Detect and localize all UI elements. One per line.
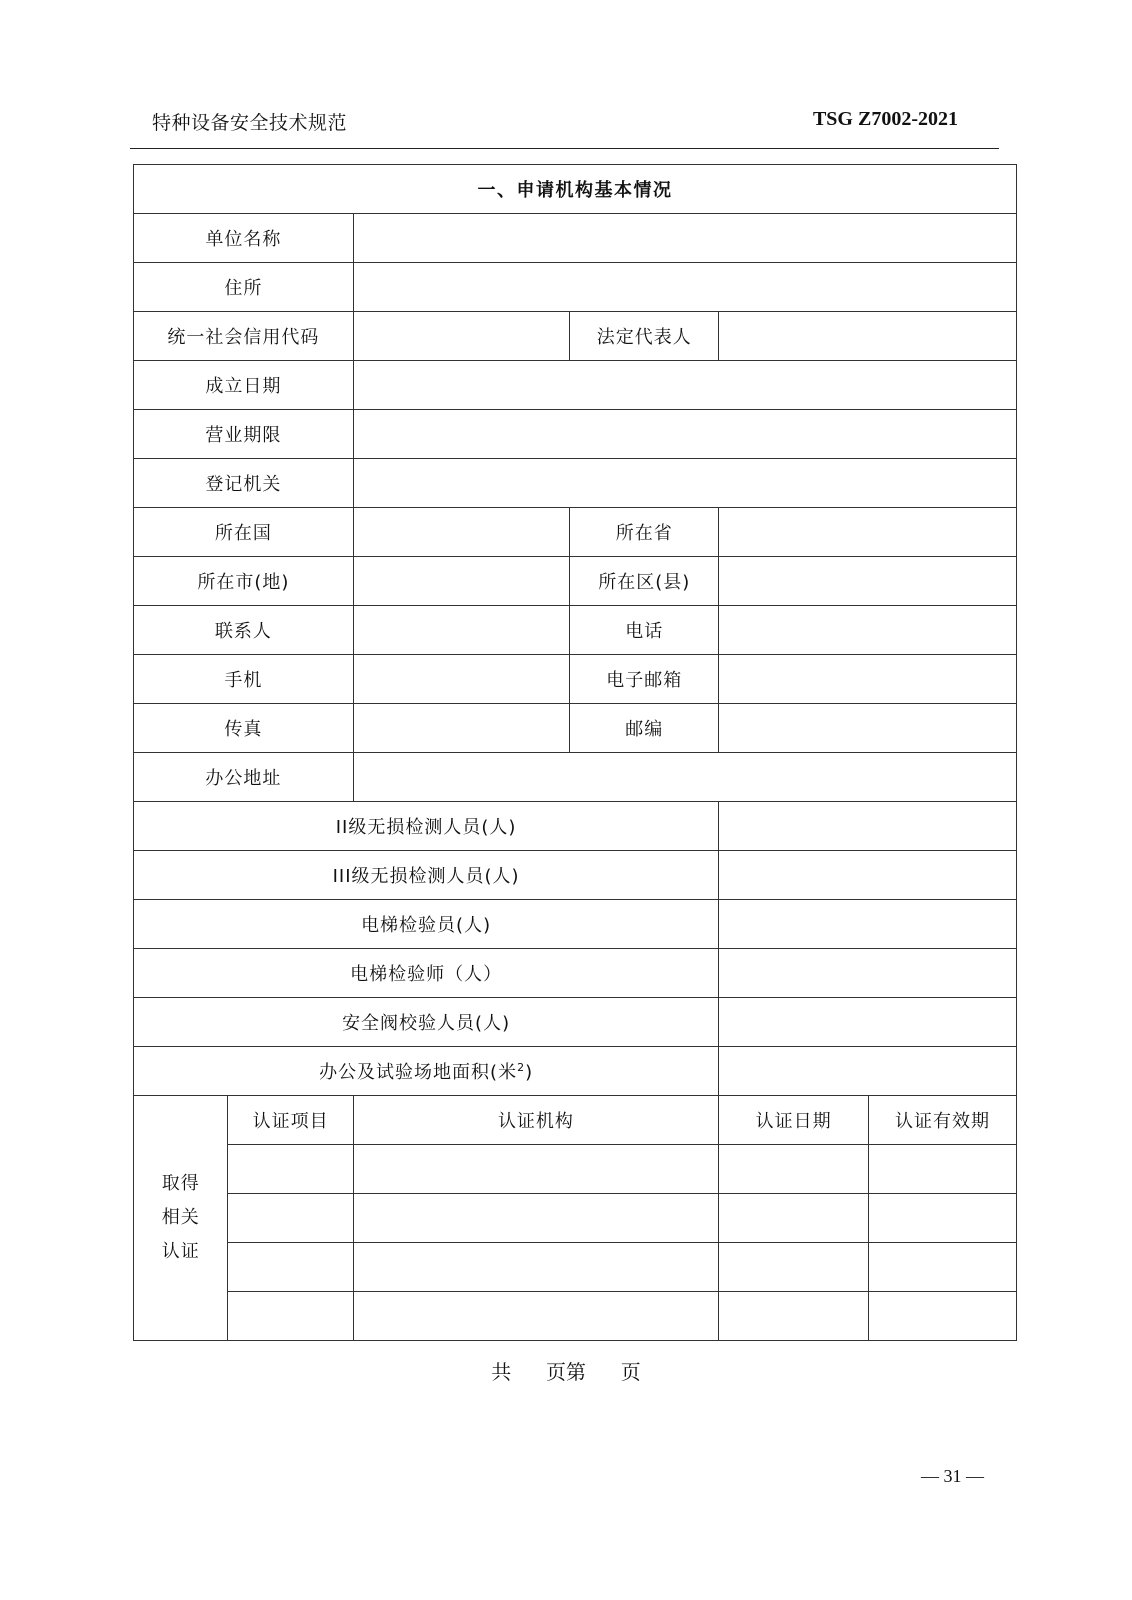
country-field[interactable]: [353, 508, 570, 557]
address-field[interactable]: [353, 263, 1016, 312]
ndt-level2-staff-field[interactable]: [719, 802, 1017, 851]
page-count-line: [0, 1356, 1132, 1385]
page-count-current: 页: [620, 1360, 641, 1384]
table-row: [134, 704, 1017, 753]
table-row: [134, 410, 1017, 459]
application-form-table: [133, 164, 1017, 1341]
cert-org-cell[interactable]: [353, 1243, 718, 1292]
cert-row: [134, 1145, 1017, 1194]
table-row: [134, 459, 1017, 508]
table-row: [134, 998, 1017, 1047]
table-row: [134, 263, 1017, 312]
office-address-label: 办公地址: [134, 753, 354, 802]
table-row: [134, 900, 1017, 949]
cert-org-cell[interactable]: [353, 1145, 718, 1194]
cert-validity-cell[interactable]: [869, 1145, 1017, 1194]
business-term-label: 营业期限: [134, 410, 354, 459]
credit-code-label: 统一社会信用代码: [134, 312, 354, 361]
mobile-label: 手机: [134, 655, 354, 704]
table-row: [134, 802, 1017, 851]
business-term-field[interactable]: [353, 410, 1016, 459]
form-title: 一、申请机构基本情况: [134, 165, 1017, 214]
fax-field[interactable]: [353, 704, 570, 753]
cert-side-label: [134, 1096, 228, 1341]
cert-col-date: 认证日期: [719, 1096, 869, 1145]
phone-field[interactable]: [719, 606, 1017, 655]
cert-row: [134, 1292, 1017, 1341]
est-date-label: 成立日期: [134, 361, 354, 410]
email-field[interactable]: [719, 655, 1017, 704]
office-address-field[interactable]: [353, 753, 1016, 802]
cert-date-cell[interactable]: [719, 1292, 869, 1341]
valve-staff-field[interactable]: [719, 998, 1017, 1047]
header-spec-title: 特种设备安全技术规范: [152, 112, 348, 134]
cert-validity-cell[interactable]: [869, 1194, 1017, 1243]
province-label: 所在省: [570, 508, 719, 557]
table-row: [134, 949, 1017, 998]
elevator-inspector-label: 电梯检验员(人): [134, 900, 719, 949]
country-label: 所在国: [134, 508, 354, 557]
cert-item-cell[interactable]: [228, 1243, 353, 1292]
legal-rep-field[interactable]: [719, 312, 1017, 361]
cert-row: [134, 1194, 1017, 1243]
ndt-level3-staff-field[interactable]: [719, 851, 1017, 900]
fax-label: 传真: [134, 704, 354, 753]
table-row: [134, 508, 1017, 557]
table-row: [134, 851, 1017, 900]
credit-code-field[interactable]: [353, 312, 570, 361]
elevator-inspector-field[interactable]: [719, 900, 1017, 949]
table-row: [134, 606, 1017, 655]
valve-staff-label: 安全阀校验人员(人): [134, 998, 719, 1047]
postcode-field[interactable]: [719, 704, 1017, 753]
elevator-engineer-label: 电梯检验师（人）: [134, 949, 719, 998]
table-row: [134, 753, 1017, 802]
form-title-row: [134, 165, 1017, 214]
phone-label: 电话: [570, 606, 719, 655]
table-row: [134, 214, 1017, 263]
cert-col-org: 认证机构: [353, 1096, 718, 1145]
province-field[interactable]: [719, 508, 1017, 557]
postcode-label: 邮编: [570, 704, 719, 753]
cert-item-cell[interactable]: [228, 1292, 353, 1341]
site-area-label-sup: 2: [517, 1061, 526, 1074]
city-field[interactable]: [353, 557, 570, 606]
email-label: 电子邮箱: [570, 655, 719, 704]
org-name-label: 单位名称: [134, 214, 354, 263]
elevator-engineer-field[interactable]: [719, 949, 1017, 998]
cert-side-line: 认证: [161, 1241, 200, 1262]
cert-date-cell[interactable]: [719, 1145, 869, 1194]
page-count-total: 共: [491, 1360, 512, 1384]
cert-date-cell[interactable]: [719, 1194, 869, 1243]
cert-row: [134, 1243, 1017, 1292]
cert-item-cell[interactable]: [228, 1194, 353, 1243]
cert-item-cell[interactable]: [228, 1145, 353, 1194]
address-label: 住所: [134, 263, 354, 312]
cert-col-item: 认证项目: [228, 1096, 353, 1145]
city-label: 所在市(地): [134, 557, 354, 606]
mobile-field[interactable]: [353, 655, 570, 704]
district-field[interactable]: [719, 557, 1017, 606]
district-label: 所在区(县): [570, 557, 719, 606]
cert-side-line: 相关: [161, 1207, 200, 1228]
table-row: [134, 557, 1017, 606]
cert-header-row: [134, 1096, 1017, 1145]
site-area-label-text: 办公及试验场地面积(米: [319, 1062, 518, 1083]
header-standard-code: TSG Z7002-2021: [812, 108, 958, 130]
page-count-middle: 页第: [546, 1360, 586, 1384]
legal-rep-label: 法定代表人: [570, 312, 719, 361]
table-row: [134, 655, 1017, 704]
page-number: — 31 —: [921, 1466, 984, 1486]
est-date-field[interactable]: [353, 361, 1016, 410]
contact-label: 联系人: [134, 606, 354, 655]
site-area-label-close: ): [525, 1062, 534, 1083]
site-area-field[interactable]: [719, 1047, 1017, 1096]
table-row: [134, 361, 1017, 410]
cert-side-line: 取得: [161, 1173, 200, 1194]
cert-org-cell[interactable]: [353, 1194, 718, 1243]
table-row: [134, 1047, 1017, 1096]
cert-date-cell[interactable]: [719, 1243, 869, 1292]
cert-validity-cell[interactable]: [869, 1243, 1017, 1292]
cert-validity-cell[interactable]: [869, 1292, 1017, 1341]
registration-authority-label: 登记机关: [134, 459, 354, 508]
contact-field[interactable]: [353, 606, 570, 655]
cert-col-validity: 认证有效期: [869, 1096, 1017, 1145]
ndt-level3-staff-label: III级无损检测人员(人): [134, 851, 719, 900]
site-area-label: [134, 1047, 719, 1096]
cert-org-cell[interactable]: [353, 1292, 718, 1341]
ndt-level2-staff-label: II级无损检测人员(人): [134, 802, 719, 851]
org-name-field[interactable]: [353, 214, 1016, 263]
header-rule: [130, 148, 999, 149]
table-row: [134, 312, 1017, 361]
registration-authority-field[interactable]: [353, 459, 1016, 508]
